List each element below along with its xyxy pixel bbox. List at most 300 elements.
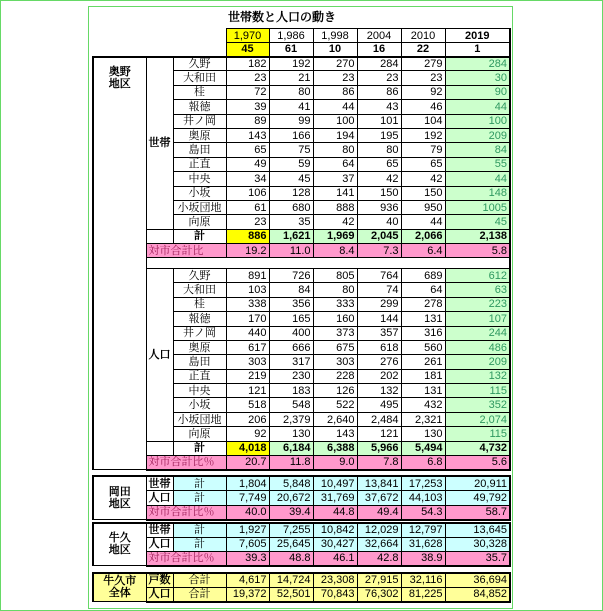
place-name-cell: 小坂団地 (173, 200, 226, 214)
year-value-cell: 6.8 (401, 456, 445, 470)
year-value-cell: 303 (313, 355, 357, 369)
place-name-cell: 奥原 (173, 128, 226, 142)
year-value-cell: 130 (401, 427, 445, 441)
place-name-cell: 井ノ岡 (173, 114, 226, 128)
year-value-cell: 338 (226, 297, 269, 311)
year-value-cell: 80 (269, 85, 313, 99)
year-value-cell: 4,617 (226, 573, 269, 587)
year-value-cell: 14,724 (269, 573, 313, 587)
year-value-cell: 99 (269, 114, 313, 128)
year-value-cell: 432 (401, 398, 445, 412)
year-value-cell: 1,927 (226, 523, 269, 537)
year-value-cell: 32,116 (401, 573, 445, 587)
year-value-cell: 192 (269, 57, 313, 71)
year-value-cell: 166 (269, 128, 313, 142)
year-header-cell: 2010 (401, 29, 445, 43)
year-value-cell: 7.3 (357, 244, 401, 258)
year-value-cell: 357 (357, 326, 401, 340)
year-value-cell: 6,184 (269, 441, 313, 455)
district-row (93, 491, 510, 505)
year-value-cell: 20,911 (445, 476, 510, 490)
year-value-cell: 6.4 (401, 244, 445, 258)
year-value-cell: 936 (357, 200, 401, 214)
year-value-cell: 12,797 (401, 523, 445, 537)
year-value-cell: 261 (401, 355, 445, 369)
year-value-cell: 36,694 (445, 573, 510, 587)
year-value-cell: 101 (357, 114, 401, 128)
year-value-cell: 2,138 (445, 229, 510, 243)
district-name-line: 牛久 (108, 532, 131, 545)
district-name-line: 地区 (108, 544, 131, 557)
year-value-cell: 54.3 (401, 505, 445, 519)
year-value-cell: 689 (401, 268, 445, 282)
year-value-cell: 522 (313, 398, 357, 412)
year-value-cell: 675 (313, 340, 357, 354)
row-label-cell: 世帯 (146, 523, 173, 537)
year-value-cell: 2,066 (401, 229, 445, 243)
year-value-cell: 61 (226, 200, 269, 214)
year-value-cell: 92 (226, 427, 269, 441)
year-value-cell: 44 (445, 172, 510, 186)
year-value-cell: 7,605 (226, 537, 269, 551)
ratio-row (93, 505, 510, 519)
district-name-line: 地区 (108, 498, 131, 511)
year-value-cell: 195 (357, 128, 401, 142)
place-name-cell: 井ノ岡 (173, 326, 226, 340)
place-name-cell: 奥原 (173, 340, 226, 354)
year-value-cell: 103 (226, 283, 269, 297)
place-name-cell: 中央 (173, 384, 226, 398)
year-value-cell: 42 (357, 172, 401, 186)
year-value-cell: 115 (445, 384, 510, 398)
year-value-cell: 183 (269, 384, 313, 398)
year-value-cell: 130 (269, 427, 313, 441)
section-gap (93, 566, 510, 573)
year-value-cell: 886 (226, 229, 269, 243)
total-label-cell: 計 (173, 441, 226, 455)
district-row (93, 523, 510, 537)
year-value-cell: 84 (445, 143, 510, 157)
row-sublabel-cell: 合計 (173, 587, 226, 601)
year-value-cell: 34 (226, 172, 269, 186)
year-value-cell: 30,328 (445, 537, 510, 551)
place-name-cell: 報徳 (173, 312, 226, 326)
district-name-cell (93, 57, 146, 470)
year-value-cell: 107 (445, 312, 510, 326)
year-value-cell: 165 (269, 312, 313, 326)
year-value-cell: 31,769 (313, 491, 357, 505)
year-value-cell: 48.8 (269, 551, 313, 565)
year-value-cell: 44 (445, 100, 510, 114)
year-value-cell: 72 (226, 85, 269, 99)
year-value-cell: 612 (445, 268, 510, 282)
row-sublabel-cell: 計 (173, 476, 226, 490)
year-value-cell: 400 (269, 326, 313, 340)
year-value-cell: 115 (445, 427, 510, 441)
year-value-cell: 76,302 (357, 587, 401, 601)
year-value-cell: 333 (313, 297, 357, 311)
year-value-cell: 2,484 (357, 412, 401, 426)
year-value-cell: 486 (445, 340, 510, 354)
ratio-label-cell: 対市合計比 (146, 244, 226, 258)
year-value-cell: 373 (313, 326, 357, 340)
year-value-cell: 81,225 (401, 587, 445, 601)
year-value-cell: 23 (226, 215, 269, 229)
year-value-cell: 131 (401, 384, 445, 398)
year-value-cell: 666 (269, 340, 313, 354)
row-label-cell: 人口 (146, 537, 173, 551)
year-value-cell: 230 (269, 369, 313, 383)
ratio-label-cell: 対市合計比％ (146, 505, 226, 519)
district-name-cell (93, 476, 146, 519)
year-value-cell: 495 (357, 398, 401, 412)
year-value-cell: 209 (445, 355, 510, 369)
year-value-cell: 84 (269, 283, 313, 297)
year-value-cell: 891 (226, 268, 269, 282)
year-value-cell: 25,645 (269, 537, 313, 551)
year-value-cell: 7,749 (226, 491, 269, 505)
district-name-line: 奥野 (108, 65, 131, 78)
year-value-cell: 5.6 (445, 456, 510, 470)
year-value-cell: 150 (357, 186, 401, 200)
year-value-cell: 132 (357, 384, 401, 398)
year-value-cell: 206 (226, 412, 269, 426)
row-label-cell: 戸数 (146, 573, 173, 587)
year-value-cell: 23 (313, 71, 357, 85)
year-value-cell: 40.0 (226, 505, 269, 519)
year-value-cell: 86 (313, 85, 357, 99)
year-value-cell: 44 (401, 215, 445, 229)
year-value-cell: 278 (401, 297, 445, 311)
district-name-line: 全体 (108, 587, 131, 600)
place-name-cell: 正直 (173, 369, 226, 383)
year-value-cell: 64 (313, 157, 357, 171)
year-value-cell: 32,664 (357, 537, 401, 551)
place-name-cell: 大和田 (173, 283, 226, 297)
year-value-cell: 64 (401, 283, 445, 297)
year-value-cell: 143 (226, 128, 269, 142)
year-value-cell: 194 (313, 128, 357, 142)
year-value-cell: 19,372 (226, 587, 269, 601)
year-value-cell: 13,645 (445, 523, 510, 537)
year-value-cell: 560 (401, 340, 445, 354)
year-value-cell: 6,388 (313, 441, 357, 455)
year-value-cell: 89 (226, 114, 269, 128)
place-row (93, 268, 510, 282)
year-value-cell: 55 (445, 157, 510, 171)
year-value-cell: 2,074 (445, 412, 510, 426)
row-sublabel-cell: 合計 (173, 573, 226, 587)
year-value-cell: 17,253 (401, 476, 445, 490)
year-header-cell: 1,998 (313, 29, 357, 43)
year-value-cell: 35 (269, 215, 313, 229)
district-row (93, 587, 510, 601)
year-value-cell: 2,045 (357, 229, 401, 243)
district-row (93, 476, 510, 490)
year-value-cell: 148 (445, 186, 510, 200)
year-value-cell: 150 (401, 186, 445, 200)
place-name-cell: 小坂団地 (173, 412, 226, 426)
year-value-cell: 63 (445, 283, 510, 297)
year-value-cell: 209 (445, 128, 510, 142)
era-year-cell: 16 (357, 43, 401, 57)
year-value-cell: 43 (357, 100, 401, 114)
era-year-cell: 61 (269, 43, 313, 57)
year-value-cell: 75 (269, 143, 313, 157)
row-label-cell: 人口 (146, 587, 173, 601)
district-name-line: 岡田 (108, 486, 131, 499)
row-sublabel-cell: 計 (173, 523, 226, 537)
year-value-cell: 92 (401, 85, 445, 99)
year-value-cell: 1,621 (269, 229, 313, 243)
era-year-cell: 22 (401, 43, 445, 57)
year-value-cell: 11.0 (269, 244, 313, 258)
year-value-cell: 132 (445, 369, 510, 383)
year-value-cell: 2,321 (401, 412, 445, 426)
place-name-cell: 向原 (173, 427, 226, 441)
year-value-cell: 65 (357, 157, 401, 171)
year-value-cell: 10,842 (313, 523, 357, 537)
ratio-label-cell: 対市合計比％ (146, 456, 226, 470)
year-value-cell: 181 (401, 369, 445, 383)
year-value-cell: 31,628 (401, 537, 445, 551)
year-value-cell: 45 (269, 172, 313, 186)
year-value-cell: 49.4 (357, 505, 401, 519)
district-name-line: 地区 (108, 77, 131, 90)
place-name-cell: 島田 (173, 143, 226, 157)
year-value-cell: 11.8 (269, 456, 313, 470)
year-value-cell: 86 (357, 85, 401, 99)
year-value-cell: 303 (226, 355, 269, 369)
era-year-cell: 10 (313, 43, 357, 57)
year-value-cell: 182 (226, 57, 269, 71)
year-value-cell: 1005 (445, 200, 510, 214)
year-value-cell: 45 (445, 215, 510, 229)
year-value-cell: 13,841 (357, 476, 401, 490)
year-value-cell: 618 (357, 340, 401, 354)
year-value-cell: 276 (357, 355, 401, 369)
ratio-row (93, 244, 510, 258)
era-year-cell: 45 (226, 43, 269, 57)
year-value-cell: 144 (357, 312, 401, 326)
place-name-cell: 小坂 (173, 398, 226, 412)
year-value-cell: 21 (269, 71, 313, 85)
year-value-cell: 19.2 (226, 244, 269, 258)
year-value-cell: 20.7 (226, 456, 269, 470)
place-name-cell: 正直 (173, 157, 226, 171)
year-value-cell: 58.7 (445, 505, 510, 519)
year-value-cell: 299 (357, 297, 401, 311)
year-value-cell: 548 (269, 398, 313, 412)
blank-row (93, 258, 510, 269)
year-value-cell: 1,969 (313, 229, 357, 243)
total-row (93, 229, 510, 243)
year-value-cell: 223 (445, 297, 510, 311)
year-value-cell: 100 (445, 114, 510, 128)
year-value-cell: 106 (226, 186, 269, 200)
year-value-cell: 518 (226, 398, 269, 412)
year-value-cell: 5,848 (269, 476, 313, 490)
year-value-cell: 46 (401, 100, 445, 114)
table-title: 世帯数と人口の動き (228, 10, 337, 24)
year-value-cell: 37,672 (357, 491, 401, 505)
place-name-cell: 久野 (173, 268, 226, 282)
row-label-cell: 人口 (146, 491, 173, 505)
year-value-cell: 23 (357, 71, 401, 85)
header-corner (93, 29, 226, 57)
household-population-table (92, 28, 511, 603)
year-header-cell: 1,970 (226, 29, 269, 43)
year-value-cell: 38.9 (401, 551, 445, 565)
year-header-row (93, 29, 510, 43)
total-row (93, 441, 510, 455)
place-name-cell: 大和田 (173, 71, 226, 85)
year-header-cell: 2019 (445, 29, 510, 43)
year-value-cell: 84,852 (445, 587, 510, 601)
place-name-cell: 中央 (173, 172, 226, 186)
year-value-cell: 219 (226, 369, 269, 383)
year-value-cell: 46.1 (313, 551, 357, 565)
year-value-cell: 726 (269, 268, 313, 282)
year-value-cell: 27,915 (357, 573, 401, 587)
year-value-cell: 39.4 (269, 505, 313, 519)
year-header-cell: 1,986 (269, 29, 313, 43)
year-value-cell: 44,103 (401, 491, 445, 505)
year-value-cell: 104 (401, 114, 445, 128)
ratio-row (93, 456, 510, 470)
year-value-cell: 20,672 (269, 491, 313, 505)
year-value-cell: 9.0 (313, 456, 357, 470)
year-value-cell: 202 (357, 369, 401, 383)
year-value-cell: 44 (313, 100, 357, 114)
year-value-cell: 79 (401, 143, 445, 157)
row-sublabel-cell: 計 (173, 491, 226, 505)
year-value-cell: 244 (445, 326, 510, 340)
year-value-cell: 4,018 (226, 441, 269, 455)
year-value-cell: 90 (445, 85, 510, 99)
year-value-cell: 680 (269, 200, 313, 214)
year-value-cell: 160 (313, 312, 357, 326)
year-value-cell: 42 (313, 215, 357, 229)
year-value-cell: 80 (357, 143, 401, 157)
year-value-cell: 12,029 (357, 523, 401, 537)
year-value-cell: 100 (313, 114, 357, 128)
year-value-cell: 42.8 (357, 551, 401, 565)
year-value-cell: 49 (226, 157, 269, 171)
year-value-cell: 143 (313, 427, 357, 441)
year-value-cell: 5.8 (445, 244, 510, 258)
year-value-cell: 2,379 (269, 412, 313, 426)
year-value-cell: 59 (269, 157, 313, 171)
year-value-cell: 41 (269, 100, 313, 114)
year-value-cell: 1,804 (226, 476, 269, 490)
year-value-cell: 52,501 (269, 587, 313, 601)
year-value-cell: 37 (313, 172, 357, 186)
year-value-cell: 141 (313, 186, 357, 200)
place-name-cell: 向原 (173, 215, 226, 229)
year-value-cell: 30,427 (313, 537, 357, 551)
district-name-line: 牛久市 (103, 575, 137, 588)
gap-cell (93, 566, 510, 573)
district-name-cell (93, 573, 146, 602)
year-value-cell: 7.8 (357, 456, 401, 470)
year-value-cell: 23,308 (313, 573, 357, 587)
year-value-cell: 23 (401, 71, 445, 85)
year-value-cell: 7,255 (269, 523, 313, 537)
year-value-cell: 5,966 (357, 441, 401, 455)
group-label-cell: 世帯 (146, 57, 173, 230)
year-value-cell: 74 (357, 283, 401, 297)
year-value-cell: 617 (226, 340, 269, 354)
group-label-cell: 人口 (146, 268, 173, 441)
year-value-cell: 121 (357, 427, 401, 441)
year-value-cell: 440 (226, 326, 269, 340)
year-value-cell: 80 (313, 143, 357, 157)
year-value-cell: 35.7 (445, 551, 510, 565)
year-value-cell: 70,843 (313, 587, 357, 601)
row-sublabel-cell: 計 (173, 537, 226, 551)
ratio-label-cell: 対市合計比％ (146, 551, 226, 565)
blank-cell (146, 258, 510, 269)
row-label-cell: 世帯 (146, 476, 173, 490)
year-value-cell: 888 (313, 200, 357, 214)
year-value-cell: 4,732 (445, 441, 510, 455)
year-value-cell: 23 (226, 71, 269, 85)
total-label-cell: 計 (173, 229, 226, 243)
ratio-row (93, 551, 510, 565)
year-value-cell: 65 (401, 157, 445, 171)
district-name-cell (93, 523, 146, 566)
year-value-cell: 279 (401, 57, 445, 71)
year-value-cell: 5,494 (401, 441, 445, 455)
place-name-cell: 小坂 (173, 186, 226, 200)
year-value-cell: 49,792 (445, 491, 510, 505)
year-value-cell: 39.3 (226, 551, 269, 565)
year-value-cell: 170 (226, 312, 269, 326)
year-value-cell: 121 (226, 384, 269, 398)
year-value-cell: 131 (401, 312, 445, 326)
year-value-cell: 284 (357, 57, 401, 71)
year-value-cell: 8.4 (313, 244, 357, 258)
table-body (93, 29, 510, 602)
place-row (93, 57, 510, 71)
year-value-cell: 356 (269, 297, 313, 311)
year-value-cell: 10,497 (313, 476, 357, 490)
year-value-cell: 128 (269, 186, 313, 200)
year-value-cell: 270 (313, 57, 357, 71)
year-value-cell: 352 (445, 398, 510, 412)
year-value-cell: 65 (226, 143, 269, 157)
year-value-cell: 228 (313, 369, 357, 383)
year-value-cell: 317 (269, 355, 313, 369)
year-value-cell: 40 (357, 215, 401, 229)
year-value-cell: 316 (401, 326, 445, 340)
year-value-cell: 284 (445, 57, 510, 71)
year-value-cell: 192 (401, 128, 445, 142)
year-value-cell: 80 (313, 283, 357, 297)
year-value-cell: 950 (401, 200, 445, 214)
district-row (93, 573, 510, 587)
year-value-cell: 30 (445, 71, 510, 85)
year-value-cell: 805 (313, 268, 357, 282)
year-value-cell: 2,640 (313, 412, 357, 426)
year-value-cell: 44.8 (313, 505, 357, 519)
year-value-cell: 764 (357, 268, 401, 282)
group-label-cell-empty (146, 229, 173, 243)
place-name-cell: 島田 (173, 355, 226, 369)
year-header-cell: 2004 (357, 29, 401, 43)
place-name-cell: 桂 (173, 85, 226, 99)
